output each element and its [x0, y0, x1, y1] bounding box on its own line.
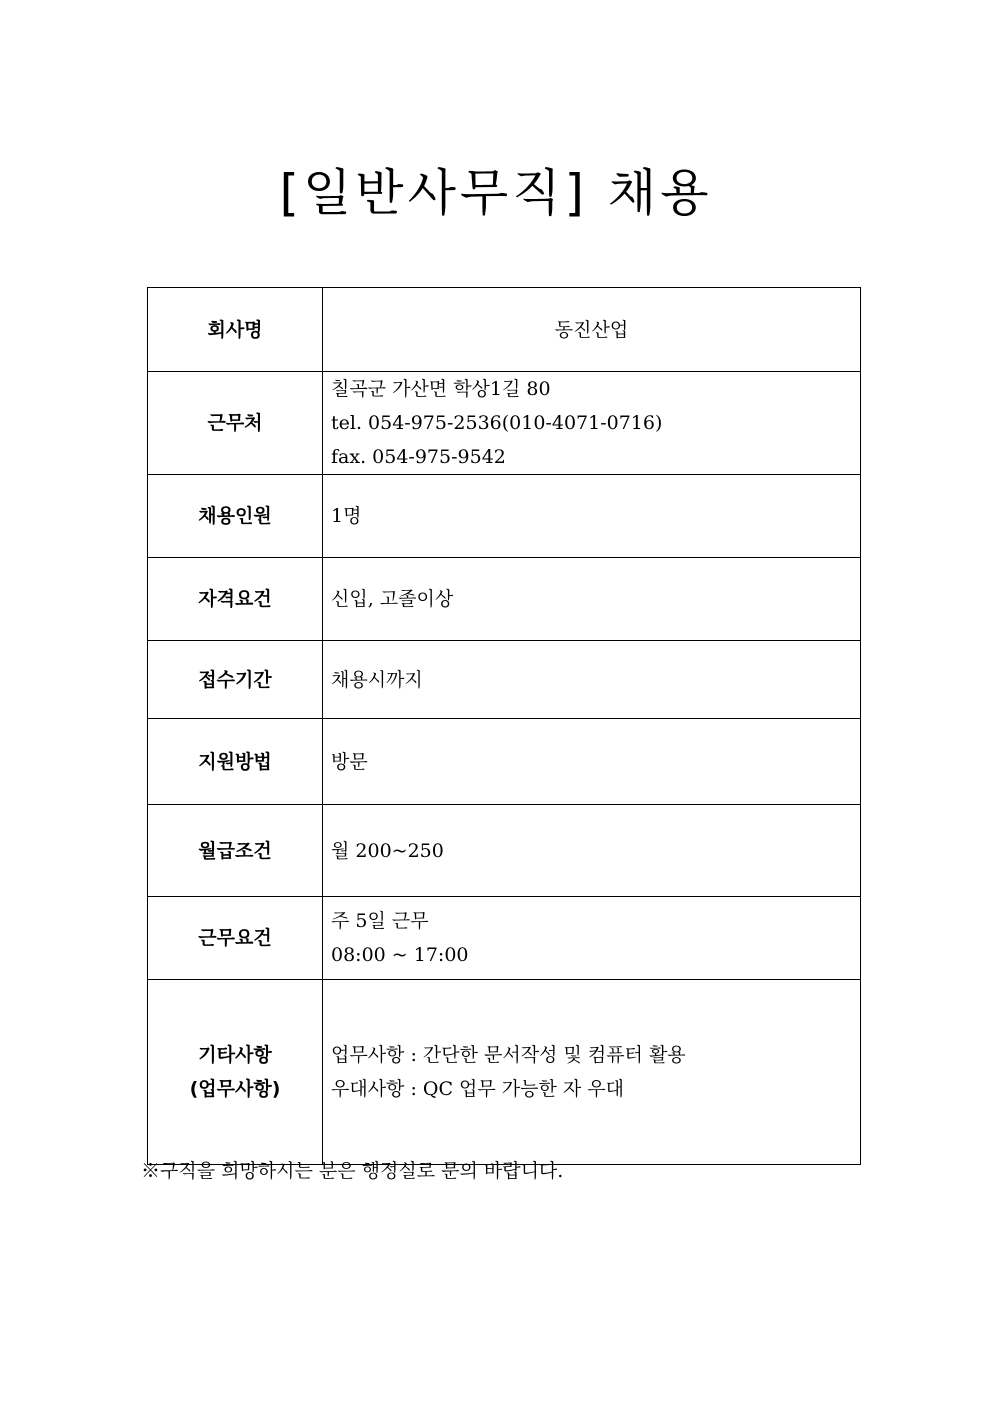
table-row	[148, 288, 861, 372]
value-line: 우대사항 : QC 업무 가능한 자 우대	[331, 1078, 625, 1100]
row-value-workplace	[323, 372, 861, 475]
table-row	[148, 475, 861, 558]
row-value-headcount	[323, 475, 861, 558]
table-row	[148, 980, 861, 1165]
row-value-qualification	[323, 558, 861, 641]
row-label-salary: 월급조건	[148, 805, 323, 897]
value-line: 월 200~250	[331, 839, 444, 862]
recruitment-info-table	[147, 287, 861, 1165]
value-line: 방문	[331, 750, 368, 773]
value-line: 칠곡군 가산면 학상1길 80	[331, 378, 551, 400]
row-value-other	[323, 980, 861, 1165]
row-value-company	[323, 288, 861, 372]
value-line: 채용시까지	[331, 668, 423, 691]
label-line: (업무사항)	[189, 1078, 281, 1100]
table-row	[148, 641, 861, 719]
row-label-application-period: 접수기간	[148, 641, 323, 719]
table-row	[148, 719, 861, 805]
label-line: 기타사항	[198, 1044, 272, 1066]
value-line: fax. 054-975-9542	[331, 446, 506, 468]
table-row	[148, 897, 861, 980]
table-row	[148, 372, 861, 475]
table-row	[148, 558, 861, 641]
value-line: 업무사항 : 간단한 문서작성 및 컴퓨터 활용	[331, 1044, 686, 1066]
value-line: 주 5일 근무	[331, 910, 429, 932]
row-label-work-conditions: 근무요건	[148, 897, 323, 980]
row-label-headcount: 채용인원	[148, 475, 323, 558]
table-row	[148, 805, 861, 897]
value-line: 08:00 ~ 17:00	[331, 944, 469, 966]
footnote: ※구직을 희망하시는 분은 행정실로 문의 바랍니다.	[141, 1160, 564, 1182]
document-title: [일반사무직] 채용	[279, 164, 713, 222]
row-value-application-method	[323, 719, 861, 805]
row-value-application-period	[323, 641, 861, 719]
value-line: 신입, 고졸이상	[331, 588, 454, 610]
row-label-workplace: 근무처	[148, 372, 323, 475]
row-label-company: 회사명	[148, 288, 323, 372]
value-line: 동진산업	[554, 318, 629, 341]
row-value-salary	[323, 805, 861, 897]
row-label-application-method: 지원방법	[148, 719, 323, 805]
value-line: 1명	[331, 505, 362, 527]
value-line: tel. 054-975-2536(010-4071-0716)	[331, 412, 663, 434]
row-label-qualification: 자격요건	[148, 558, 323, 641]
row-value-work-conditions	[323, 897, 861, 980]
row-label-other	[148, 980, 323, 1165]
